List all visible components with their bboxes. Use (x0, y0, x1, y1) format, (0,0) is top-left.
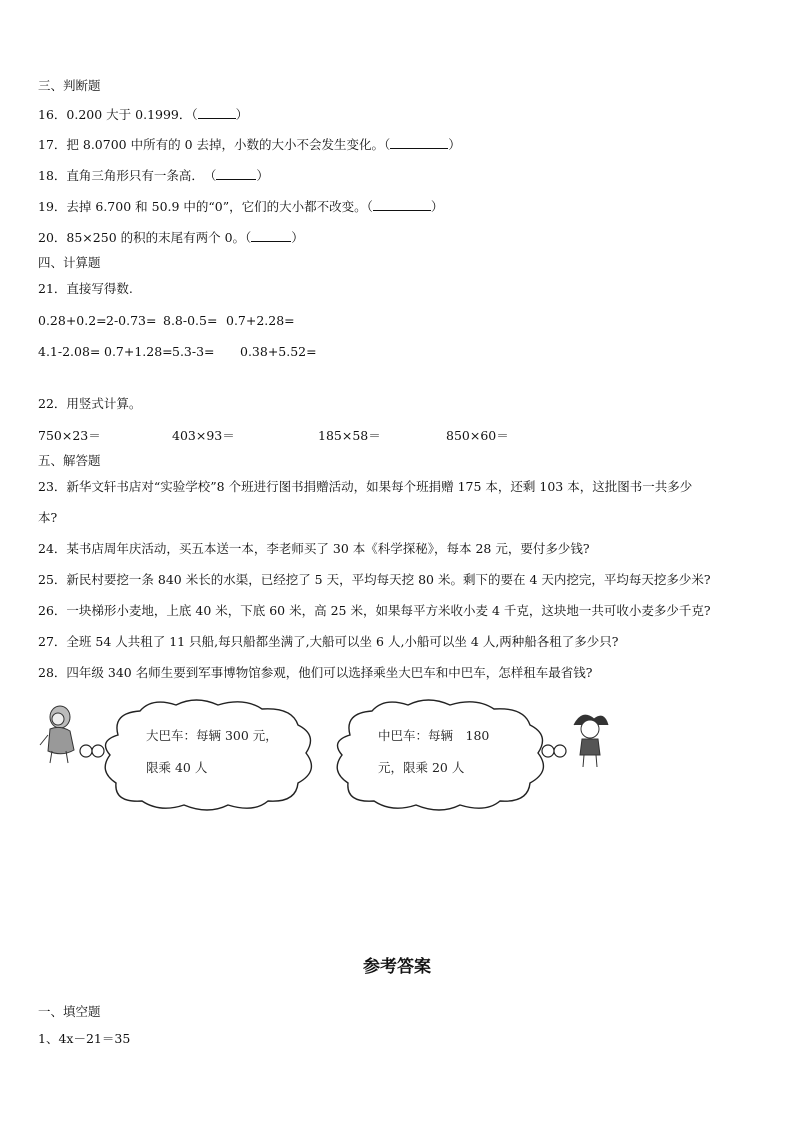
cloud-right-line2: 元，限乘 20 人 (378, 760, 465, 775)
bus-price-illustration (0, 695, 794, 825)
section-calc-heading: 四、计算题 (38, 255, 101, 270)
question-20-text: 20．85×250 的积的末尾有两个 0。（ (38, 230, 252, 245)
question-25: 25．新民村要挖一条 840 米长的水渠，已经挖了 5 天，平均每天挖 80 米。剩下的要在 4 天内挖完，平均每天挖多少米? (38, 572, 711, 587)
speech-bubble-tail (554, 745, 566, 757)
calc-item: 0.38+5.52= (240, 344, 317, 359)
question-19-text: 19．去掉 6.700 和 50.9 中的“0”，它们的大小都不改变。（ (38, 199, 373, 214)
question-27: 27．全班 54 人共租了 11 只船,每只船都坐满了,大船可以坐 6 人,小船可以坐 4 人,两种船各租了多少只? (38, 634, 619, 649)
answer-blank[interactable] (373, 198, 431, 211)
question-16-close: ） (235, 107, 249, 122)
question-24: 24．某书店周年庆活动，买五本送一本，李老师买了 30 本《科学探秘》，每本 28 元，要付多少钱? (38, 541, 590, 556)
answer-key-title: 参考答案 (363, 957, 431, 977)
question-18 (38, 167, 269, 184)
calc-item: 5.3-3= (172, 344, 215, 359)
vertical-calc-item: 185×58＝ (318, 428, 381, 443)
cloud-left-line2: 限乘 40 人 (146, 760, 208, 775)
question-18-text: 18．直角三角形只有一条高． （ (38, 168, 217, 183)
section-judge-heading: 三、判断题 (38, 78, 101, 93)
answer-blank[interactable] (198, 106, 236, 119)
answer-section-fill-heading: 一、填空题 (38, 1004, 101, 1019)
speech-bubble-tail (542, 745, 554, 757)
question-22-prompt: 22．用竖式计算。 (38, 396, 142, 411)
question-23: 23．新华文轩书店对“实验学校”8 个班进行图书捐赠活动，如果每个班捐赠 175 本，还剩 103 本，这批图书一共多少 (38, 479, 693, 494)
answer-blank[interactable] (216, 167, 256, 180)
answer-1: 1、4x－21＝35 (38, 1031, 131, 1046)
cloud-left-line1: 大巴车：每辆 300 元， (146, 728, 278, 743)
answer-blank[interactable] (390, 136, 448, 149)
question-16 (38, 106, 248, 123)
question-17 (38, 136, 461, 153)
question-18-close: ） (256, 168, 269, 183)
vertical-calc-item: 403×93＝ (172, 428, 235, 443)
question-19 (38, 198, 443, 215)
calc-item: 0.7+2.28= (226, 313, 295, 328)
girl-figure-icon (40, 706, 74, 763)
question-16-text: 16．0.200 大于 0.1999．（ (38, 107, 198, 122)
vertical-calc-item: 750×23＝ (38, 428, 101, 443)
cloud-bubble-left (105, 700, 311, 810)
calc-item: 8.8-0.5= (163, 313, 218, 328)
cloud-bubble-right (337, 700, 543, 810)
answer-blank[interactable] (251, 229, 291, 242)
calc-item: 0.7+1.28= (104, 344, 173, 359)
calc-item: 4.1-2.08= (38, 344, 101, 359)
question-23-cont: 本? (38, 510, 58, 525)
question-21-prompt: 21．直接写得数. (38, 281, 133, 296)
speech-bubble-tail (92, 745, 104, 757)
section-solve-heading: 五、解答题 (38, 453, 101, 468)
speech-bubble-tail (80, 745, 92, 757)
calc-item: 0.28+0.2= (38, 313, 107, 328)
vertical-calc-item: 850×60＝ (446, 428, 509, 443)
question-17-text: 17．把 8.0700 中所有的 0 去掉，小数的大小不会发生变化。（ (38, 137, 391, 152)
calc-item: 2-0.73= (106, 313, 157, 328)
cloud-right-line1: 中巴车：每辆 180 (378, 728, 490, 743)
question-20 (38, 229, 304, 246)
question-28: 28．四年级 340 名师生要到军事博物馆参观，他们可以选择乘坐大巴车和中巴车，怎样租车最省钱? (38, 665, 593, 680)
question-26: 26．一块梯形小麦地，上底 40 米，下底 60 米，高 25 米，如果每平方米收小麦 4 千克，这块地一共可收小麦多少千克? (38, 603, 711, 618)
boy-figure-icon (574, 715, 608, 767)
question-19-close: ） (430, 199, 444, 214)
question-17-close: ） (448, 137, 461, 152)
question-20-close: ） (291, 230, 304, 245)
